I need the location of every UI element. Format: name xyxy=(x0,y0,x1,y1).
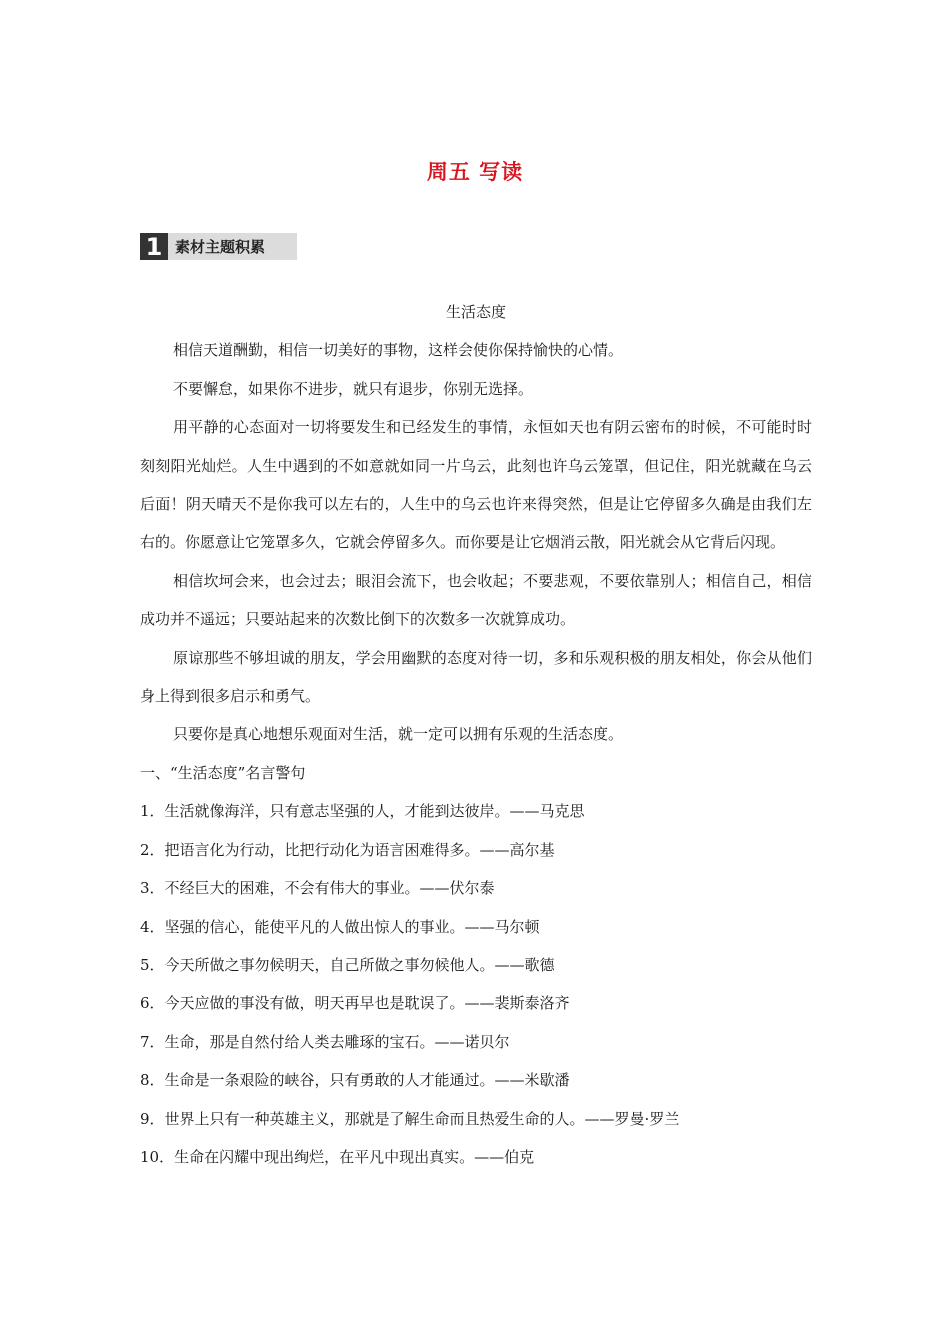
quote-item: 7．生命，那是自然付给人类去雕琢的宝石。——诺贝尔 xyxy=(140,1032,510,1051)
quote-item: 1．生活就像海洋，只有意志坚强的人，才能到达彼岸。——马克思 xyxy=(140,802,585,821)
paragraph-2: 不要懈怠，如果你不进步，就只有退步，你别无选择。 xyxy=(173,379,534,398)
quote-item: 2．把语言化为行动，比把行动化为语言困难得多。——高尔基 xyxy=(140,840,555,859)
paragraph-5: 原谅那些不够坦诚的朋友，学会用幽默的态度对待一切，多和乐观积极的朋友相处，你会从他们身上得到很多启示和勇气。 xyxy=(140,648,812,706)
quotes-heading: 一、“生活态度”名言警句 xyxy=(140,763,306,782)
quote-item: 8．生命是一条艰险的峡谷，只有勇敢的人才能通过。——米歇潘 xyxy=(140,1071,570,1090)
section-header xyxy=(140,233,297,260)
quote-item: 3．不经巨大的困难，不会有伟大的事业。——伏尔泰 xyxy=(140,879,495,898)
quote-item: 9．世界上只有一种英雄主义，那就是了解生命而且热爱生命的人。——罗曼·罗兰 xyxy=(140,1109,680,1128)
paragraph-4: 相信坎坷会来，也会过去；眼泪会流下，也会收起；不要悲观，不要依靠别人；相信自己，相信成功并不遥远；只要站起来的次数比倒下的次数多一次就算成功。 xyxy=(140,571,812,629)
paragraph-6: 只要你是真心地想乐观面对生活，就一定可以拥有乐观的生活态度。 xyxy=(173,725,624,744)
quote-item: 5．今天所做之事勿候明天，自己所做之事勿候他人。——歌德 xyxy=(140,955,555,974)
paragraph-1: 相信天道酬勤，相信一切美好的事物，这样会使你保持愉快的心情。 xyxy=(173,341,624,360)
section-number: 1 xyxy=(140,233,168,260)
article-body xyxy=(140,293,812,1176)
article-subtitle: 生活态度 xyxy=(445,303,506,321)
quote-item: 4．坚强的信心，能使平凡的人做出惊人的事业。——马尔顿 xyxy=(140,917,540,936)
quote-item: 6．今天应做的事没有做，明天再早也是耽误了。——裴斯泰洛齐 xyxy=(140,994,570,1013)
page-title: 周五 写读 xyxy=(426,160,524,184)
quote-item: 10．生命在闪耀中现出绚烂，在平凡中现出真实。——伯克 xyxy=(140,1147,535,1166)
paragraph-3: 用平静的心态面对一切将要发生和已经发生的事情，永恒如天也有阴云密布的时候，不可能时时刻刻阳光灿烂。人生中遇到的不如意就如同一片乌云，此刻也许乌云笼罩，但记住，阳光就藏在乌云后面！阴天晴天不是你我可以左右的，人生中的乌云也许来得突然，但是让它停留多久确是由我们左右的。你愿意让它笼罩多久，它就会停留多久。而你要是让它烟消云散，阳光就会从它背后闪现。 xyxy=(140,418,812,552)
section-label: 素材主题积累 xyxy=(175,238,266,256)
